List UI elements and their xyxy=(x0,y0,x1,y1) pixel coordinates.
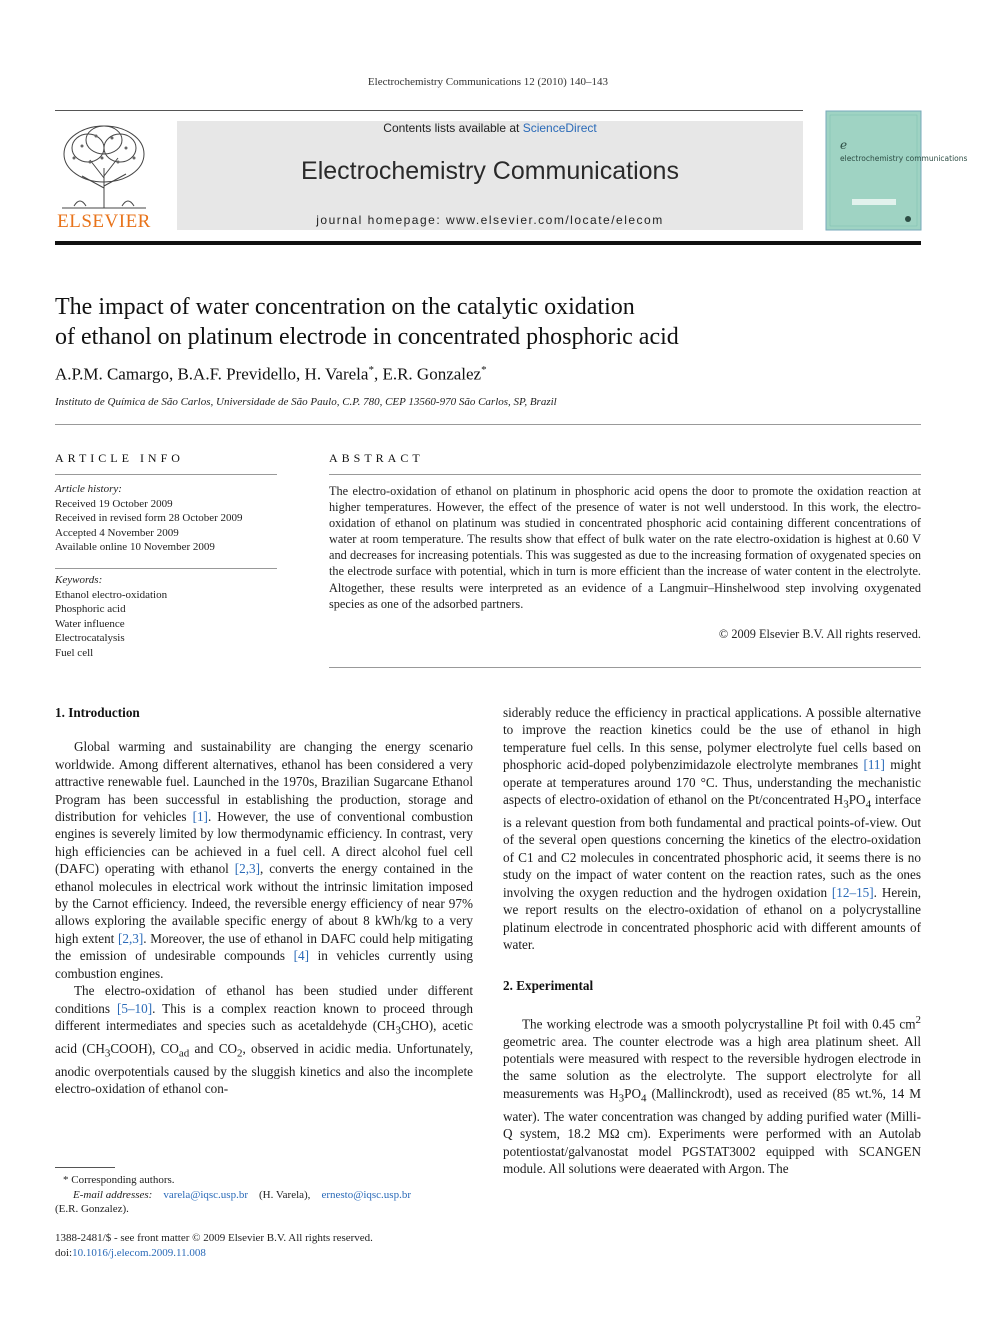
citation-link[interactable]: [1] xyxy=(192,809,208,825)
paragraph-4: The working electrode was a smooth polycrystalline Pt foil with 0.45 $cm^2$ geometric area. The counter electrode was a high area platinum sheet. All potentials were measured with respect to the reversible hydrogen electrode in the same solution as the electrolyte. The support electrolyte for all measurements was $H_3PO_4$ (Mallinckrodt), used as received (85 wt.%, 14 M water). The water concentration was changed by adding purified water (Milli-Q system, 18.2 MΩ cm). Experiments were performed with an Autolab potentiostat/galvanostat model PGSTAT3002 equipped with SCANGEN module. All solutions were deaerated with Argon. The xyxy=(503,1013,922,1177)
divider xyxy=(55,424,921,425)
journal-name: Electrochemistry Communications xyxy=(301,157,679,185)
citation-link[interactable]: [2,3] xyxy=(234,861,261,877)
paragraph-3: siderably reduce the efficiency in practical applications. A possible alternative to improve the reaction kinetics could be the use of ethanol in high temperature fuel cells. In this sense, polymer electrolyte fuel cells based on phosphoric acid-doped polybenzimidazole electrolyte membranes [11] might operate at temperatures around 170 °C. Thus, understanding the mechanistic aspects of electro-oxidation of ethanol on the Pt/concentrated $H_3PO_4$ interface is a relevant question from both fundamental and practical points-of-view. Out of the several open questions concerning the kinetics of the electro-oxidation of C1 and C2 molecules in concentrated phosphoric acid, it seems there is no study on the impact of water content on the reaction rates, such as the ones involving the oxygen reduction and the hydrogen oxidation [12–15]. Herein, we report results on the electro-oxidation of ethanol on a polycrystalline platinum electrode in concentrated phosphoric acid with different amounts of water. xyxy=(503,705,921,952)
corresponding-mark[interactable]: * xyxy=(481,364,487,376)
svg-text:e: e xyxy=(840,138,848,152)
footnote-corresponding: * Corresponding authors. E-mail addresses: varela@iqsc.usp.br (H. Varela), ernesto@iqsc.usp.br (E.R. Gonzalez). xyxy=(55,1174,411,1215)
divider xyxy=(55,568,277,569)
abstract-text: The electro-oxidation of ethanol on platinum in phosphoric acid opens the door to promote the oxidation reaction at higher temperatures. However, the effect of the presence of water is not well understood. In this work, the electro-oxidation of ethanol on platinum was studied in concentrated phosphoric acid containing different concentrations of water at room temperature. The results show that effect of bulk water on the rate electro-oxidation is highest at 0.60 V and decreases for increasing potentials. This was suggested as due to the increasing formation of oxygenated species on the electrode surface with potential, which in turn is more efficient than the increase of water content in the electrolyte. Altogether, these results were interpreted as an evidence of a Langmuir–Hinshelwood step involving oxygenated species as one of the adsorbed partners. xyxy=(329,484,921,611)
keywords xyxy=(55,573,277,660)
cover-title: electrochemistry communications xyxy=(840,154,968,163)
title-line-2: of ethanol on platinum electrode in concentrated phosphoric acid xyxy=(55,324,679,350)
divider xyxy=(329,667,921,668)
citation-link[interactable]: [2,3] xyxy=(117,930,144,946)
article-info-heading: ARTICLE INFO xyxy=(55,451,184,465)
doi-line: doi:10.1016/j.elecom.2009.11.008 xyxy=(55,1246,206,1259)
section-heading-experimental: 2. Experimental xyxy=(503,978,594,994)
history-label: Article history: xyxy=(55,483,122,495)
history-item: Received in revised form 28 October 2009 xyxy=(55,512,243,524)
right-column xyxy=(503,704,921,1177)
header-rule xyxy=(55,110,803,111)
elsevier-wordmark: ELSEVIER xyxy=(57,211,151,232)
abstract-heading: ABSTRACT xyxy=(329,451,424,465)
divider xyxy=(55,474,277,475)
authors-part-b: , E.R. Gonzalez xyxy=(373,364,482,384)
issn-line: 1388-2481/$ - see front matter © 2009 Elsevier B.V. All rights reserved. xyxy=(55,1232,373,1244)
corresponding-mark[interactable]: * xyxy=(368,364,374,376)
section-heading-introduction: 1. Introduction xyxy=(55,705,140,720)
authors-part-a: A.P.M. Camargo, B.A.F. Previdello, H. Varela xyxy=(55,364,369,384)
keyword: Electrocatalysis xyxy=(55,632,125,644)
divider xyxy=(329,474,921,475)
keywords-label: Keywords: xyxy=(55,574,103,586)
citation-link[interactable]: [5–10] xyxy=(116,1000,153,1016)
left-column xyxy=(55,704,473,1098)
keyword: Ethanol electro-oxidation xyxy=(55,588,168,601)
history-item: Available online 10 November 2009 xyxy=(55,541,215,553)
journal-homepage[interactable]: journal homepage: www.elsevier.com/locate/elecom xyxy=(316,213,664,227)
email-link-varela[interactable]: varela@iqsc.usp.br xyxy=(163,1188,249,1201)
history-item: Received 19 October 2009 xyxy=(55,497,173,510)
journal-cover-image xyxy=(826,111,968,230)
keyword: Water influence xyxy=(55,617,125,630)
author-list xyxy=(55,364,487,385)
affiliation: Instituto de Química de São Carlos, Universidade de São Paulo, C.P. 780, CEP 13560-970 São Carlos, SP, Brazil xyxy=(55,396,557,408)
email-link-gonzalez[interactable]: ernesto@iqsc.usp.br xyxy=(321,1188,411,1201)
keyword: Fuel cell xyxy=(55,646,94,659)
article-title xyxy=(55,292,915,352)
citation-link[interactable]: [11] xyxy=(863,757,885,773)
sciencedirect-link[interactable]: ScienceDirect xyxy=(522,121,597,135)
doi-link[interactable]: 10.1016/j.elecom.2009.11.008 xyxy=(72,1246,206,1259)
journal-reference: Electrochemistry Communications 12 (2010) 140–143 xyxy=(367,76,609,88)
front-matter-info xyxy=(55,1231,495,1260)
citation-link[interactable]: [12–15] xyxy=(831,884,874,900)
citation-link[interactable]: [4] xyxy=(293,948,309,964)
footnote-rule xyxy=(55,1167,115,1168)
abstract-copyright: © 2009 Elsevier B.V. All rights reserved. xyxy=(718,627,921,641)
article-history xyxy=(55,482,277,555)
title-line-1: The impact of water concentration on the catalytic oxidation xyxy=(55,294,635,320)
contents-prefix: Contents lists available at xyxy=(383,121,523,135)
history-item: Accepted 4 November 2009 xyxy=(55,526,179,539)
paragraph-1: Global warming and sustainability are changing the energy scenario worldwide. Among different alternatives, ethanol has been considered a very attractive renewable fuel. Launched in the 1970s, Brazilian Sugarcane Ethanol Program has been successful in establishing the production, storage and distribution for vehicles [1]. However, the use of conventional combustion engines is severely limited by low thermodynamic efficiency. In contrast, very high efficiencies can be achieved in a fuel cell. A direct alcohol fuel cell (DAFC) operating with ethanol [2,3], converts the energy contained in the ethanol molecules in electrical work without the intrinsic limitation imposed by the Carnot efficiency. Indeed, the reversible energy efficiency of near 97% allows exploring the available specific energy of about 8 kWh/kg to a very high extent [2,3]. Moreover, the use of ethanol in DAFC could help mitigating the emission of undesirable compounds [4] in vehicles currently using combustion engines. xyxy=(55,739,474,981)
keyword: Phosphoric acid xyxy=(55,603,126,615)
header-thick-rule xyxy=(55,241,921,245)
paragraph-2: The electro-oxidation of ethanol has been studied under different conditions [5–10]. This is a complex reaction known to proceed through different intermediates and species such as acetaldehyde $(CH_3CHO)$, acetic acid $(CH_3COOH)$, $CO_{ad}$ and $CO_2$, observed in acidic media. Unfortunately, anodic overpotentials caused by the sluggish kinetics and also the incomplete electro-oxidation of ethanol con- xyxy=(55,983,473,1097)
contents-line xyxy=(177,121,803,135)
